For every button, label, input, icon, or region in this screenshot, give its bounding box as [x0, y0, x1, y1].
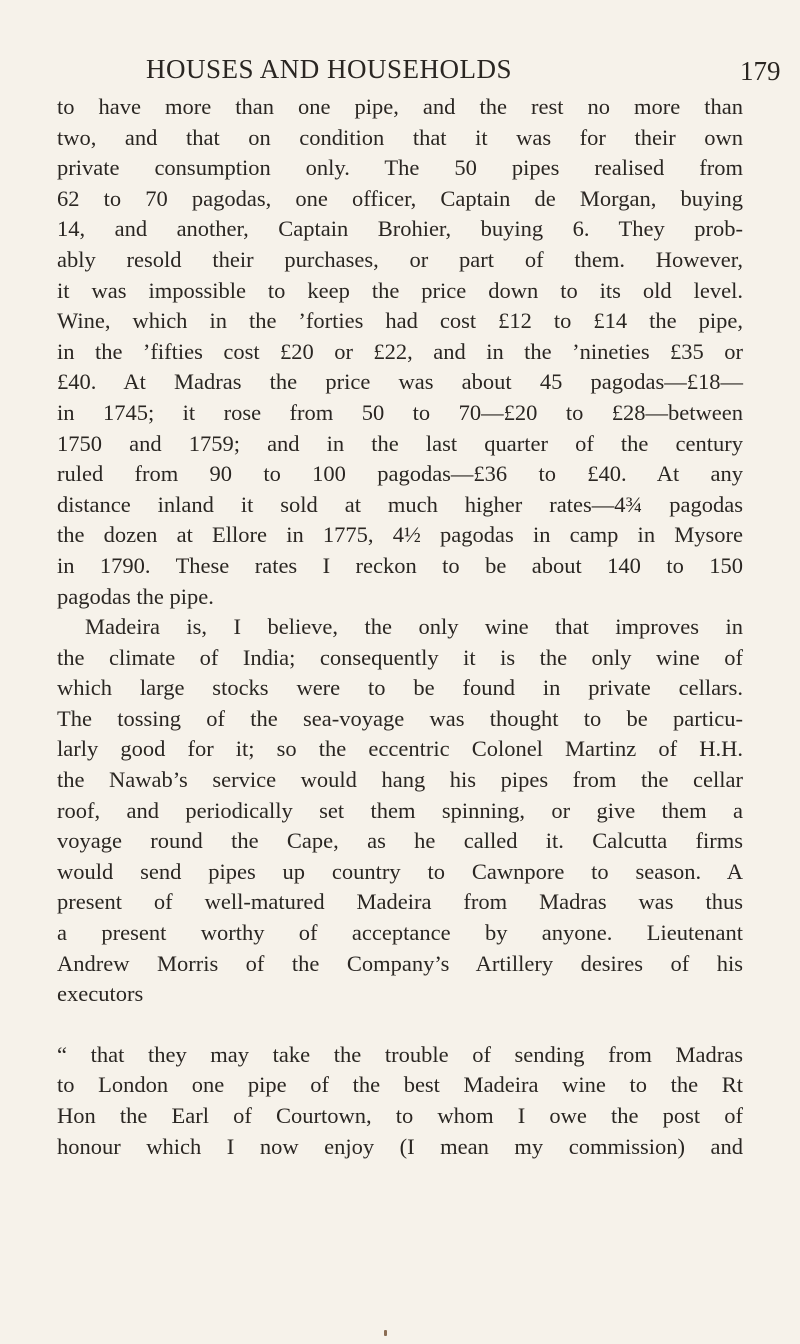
text-line: 14, and another, Captain Brohier, buying 6. They prob-	[57, 216, 743, 242]
text-line: private consumption only. The 50 pipes realised from	[57, 155, 743, 181]
page-number: 179	[740, 56, 781, 86]
text-line: voyage round the Cape, as he called it. Calcutta firms	[57, 828, 743, 854]
text-line: in the ’fifties cost £20 or £22, and in the ’nineties £35 or	[57, 338, 743, 364]
text-line: the Nawab’s service would hang his pipes from the cellar	[57, 767, 743, 793]
text-line: two, and that on condition that it was for their own	[57, 124, 743, 150]
text-line: Andrew Morris of the Company’s Artillery desires of his	[57, 950, 743, 976]
paragraph-gap	[57, 1010, 743, 1040]
text-line: the climate of India; consequently it is the only wine of	[57, 644, 743, 670]
text-line: Wine, which in the ’forties had cost £12 to £14 the pipe,	[57, 308, 743, 334]
text-line: which large stocks were to be found in private cellars.	[57, 675, 743, 701]
text-line: roof, and periodically set them spinning, or give them a	[57, 797, 743, 823]
text-line: pagodas the pipe.	[57, 583, 214, 609]
text-line: a present worthy of acceptance by anyone. Lieutenant	[57, 920, 743, 946]
text-line: ably resold their purchases, or part of them. However,	[57, 246, 743, 272]
text-line: the dozen at Ellore in 1775, 4½ pagodas in camp in Mysore	[57, 522, 743, 548]
text-line: 62 to 70 pagodas, one officer, Captain de Morgan, buying	[57, 185, 743, 211]
text-line: would send pipes up country to Cawnpore to season. A	[57, 858, 743, 884]
quote-line: to London one pipe of the best Madeira wine to the Rt	[57, 1072, 743, 1098]
text-line: The tossing of the sea-voyage was thought to be particu-	[57, 705, 743, 731]
text-line: to have more than one pipe, and the rest no more than	[57, 94, 743, 119]
text-line: £40. At Madras the price was about 45 pagodas—£18—	[57, 369, 743, 395]
text-line: in 1745; it rose from 50 to 70—£20 to £28—between	[57, 399, 743, 425]
text-line: it was impossible to keep the price down to its old level.	[57, 277, 743, 303]
quote-line: honour which I now enjoy (I mean my commission) and	[57, 1133, 743, 1159]
text-line: ruled from 90 to 100 pagodas—£36 to £40. At any	[57, 461, 743, 487]
text-line: executors	[57, 981, 144, 1007]
body-text	[57, 92, 743, 1162]
quote-line: “ that they may take the trouble of sending from Madras	[57, 1041, 743, 1067]
text-line: larly good for it; so the eccentric Colonel Martinz of H.H.	[57, 736, 743, 762]
running-head: HOUSES AND HOUSEHOLDS	[146, 54, 513, 84]
text-line: 1750 and 1759; and in the last quarter of the century	[57, 430, 743, 456]
text-line: distance inland it sold at much higher rates—4¾ pagodas	[57, 491, 743, 517]
text-line: in 1790. These rates I reckon to be about 140 to 150	[57, 552, 743, 578]
text-line: Madeira is, I believe, the only wine that improves in	[85, 614, 743, 640]
text-line: present of well-matured Madeira from Madras was thus	[57, 889, 743, 915]
quote-line: Hon the Earl of Courtown, to whom I owe the post of	[57, 1103, 743, 1128]
paper-speck	[384, 1330, 387, 1336]
